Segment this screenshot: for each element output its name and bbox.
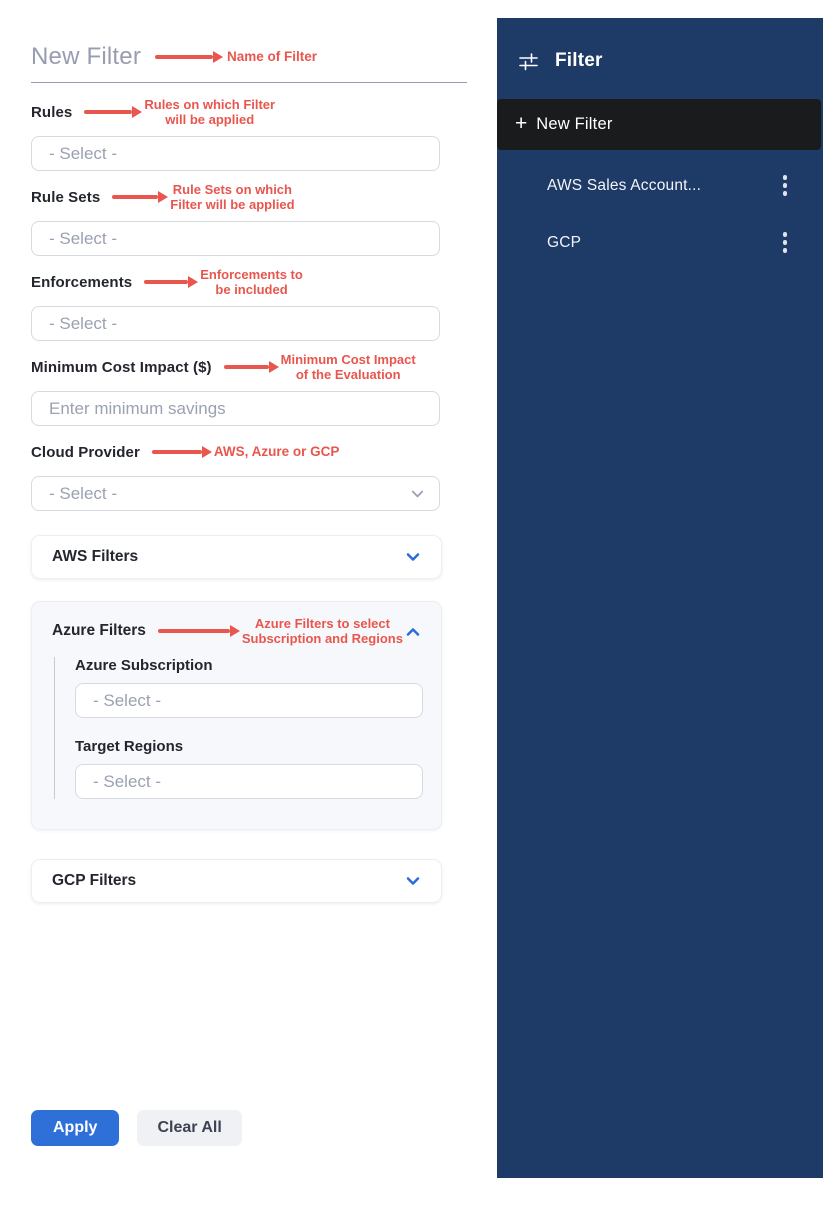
annotation-arrow [155, 55, 213, 59]
gcp-filters-accordion[interactable] [31, 859, 442, 903]
rules-annotation: Rules on which Filter will be applied [144, 96, 276, 127]
filter-item-label: AWS Sales Account... [547, 176, 702, 194]
annotation-arrow [84, 110, 132, 114]
filter-item-aws-sales-account[interactable] [497, 157, 823, 214]
aws-filters-label: AWS Filters [52, 548, 139, 565]
enforcements-select-placeholder: - Select - [49, 313, 118, 333]
gcp-filters-label: GCP Filters [52, 872, 137, 889]
cloud-provider-select[interactable] [31, 476, 440, 511]
form-actions [31, 1110, 467, 1146]
rule-sets-label: Rule Sets [31, 188, 101, 206]
field-group-min-cost [31, 351, 467, 426]
filter-name-row [31, 0, 467, 83]
annotation-arrow [224, 365, 269, 369]
chevron-down-icon[interactable] [405, 873, 421, 889]
annotation-arrow [152, 450, 202, 454]
min-cost-label: Minimum Cost Impact ($) [31, 358, 212, 376]
azure-filters-body [54, 657, 421, 799]
min-savings-input[interactable] [31, 391, 440, 426]
enforcements-select[interactable] [31, 306, 440, 341]
plus-icon: + [515, 112, 528, 135]
new-filter-form [31, 0, 467, 1146]
sidebar-title: Filter [555, 50, 603, 71]
filter-name-annotation: Name of Filter [227, 49, 318, 65]
rule-sets-select[interactable] [31, 221, 440, 256]
chevron-up-icon[interactable] [405, 624, 421, 640]
new-filter-button[interactable] [497, 99, 821, 150]
annotation-arrow [112, 195, 158, 199]
azure-filters-accordion [31, 601, 442, 830]
azure-subscription-select[interactable] [75, 683, 423, 718]
field-group-rule-sets [31, 181, 467, 256]
azure-filters-annotation: Azure Filters to select Subscription and Regions [241, 615, 403, 646]
aws-filters-accordion[interactable] [31, 535, 442, 579]
rules-select-placeholder: - Select - [49, 143, 118, 163]
azure-filters-header[interactable] [52, 615, 421, 647]
field-group-cloud-provider [31, 436, 467, 511]
sliders-icon [517, 51, 540, 72]
kebab-menu-icon[interactable] [780, 172, 791, 199]
rules-label: Rules [31, 103, 73, 121]
sidebar-header [497, 18, 823, 74]
azure-subscription-label: Azure Subscription [75, 657, 213, 674]
azure-filters-label: Azure Filters [52, 622, 146, 639]
field-group-enforcements [31, 266, 467, 341]
cloud-provider-label: Cloud Provider [31, 443, 140, 461]
cloud-provider-annotation: AWS, Azure or GCP [213, 444, 340, 460]
saved-filters-list [497, 157, 823, 271]
enforcements-label: Enforcements [31, 273, 133, 291]
field-group-rules [31, 96, 467, 171]
target-regions-select[interactable] [75, 764, 423, 799]
filter-item-gcp[interactable] [497, 214, 823, 271]
target-regions-label: Target Regions [75, 738, 184, 755]
chevron-down-icon [410, 486, 425, 501]
filter-name-input[interactable]: New Filter [31, 43, 142, 70]
rules-select[interactable] [31, 136, 440, 171]
apply-button[interactable]: Apply [31, 1110, 119, 1146]
filter-sidebar [497, 18, 823, 1178]
rule-sets-annotation: Rule Sets on which Filter will be applied [170, 181, 295, 212]
kebab-menu-icon[interactable] [780, 229, 791, 256]
rule-sets-select-placeholder: - Select - [49, 228, 118, 248]
annotation-arrow [144, 280, 188, 284]
new-filter-button-label: New Filter [536, 115, 613, 133]
min-cost-annotation: Minimum Cost Impact of the Evaluation [280, 351, 416, 382]
enforcements-annotation: Enforcements to be included [200, 266, 303, 297]
filter-item-label: GCP [547, 233, 582, 251]
target-regions-placeholder: - Select - [93, 771, 162, 791]
chevron-down-icon[interactable] [405, 549, 421, 565]
azure-subscription-placeholder: - Select - [93, 690, 162, 710]
cloud-provider-select-placeholder: - Select - [49, 483, 118, 503]
clear-all-button[interactable]: Clear All [137, 1110, 241, 1146]
annotation-arrow [158, 629, 230, 633]
